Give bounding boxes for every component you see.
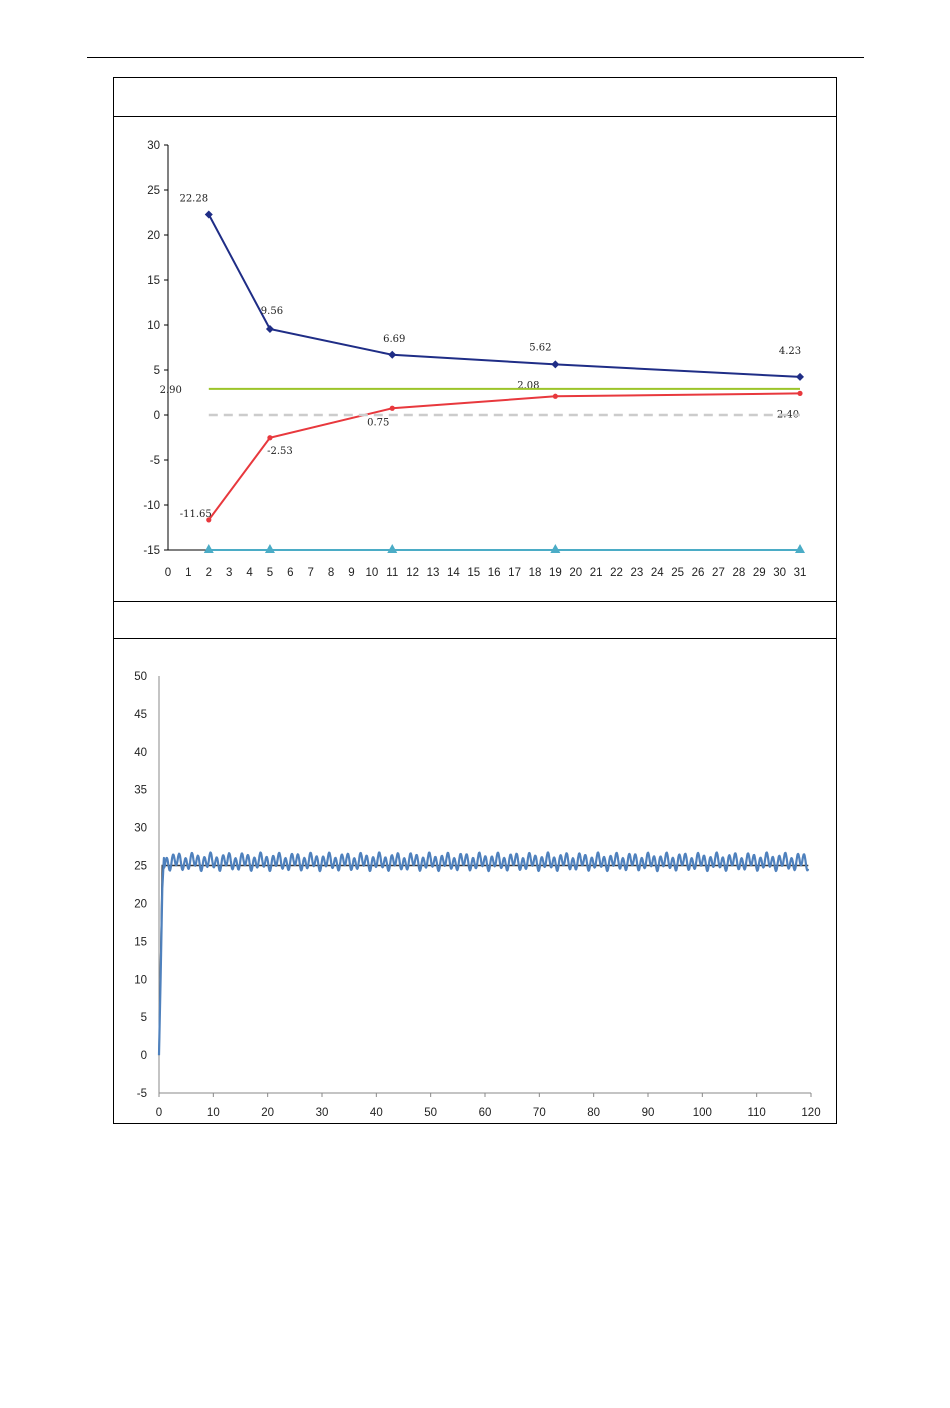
data-label: 5.62 [529, 342, 552, 354]
x-tick-label: 7 [307, 567, 314, 579]
y-tick-label: 30 [147, 140, 160, 152]
y-tick-label: 15 [147, 275, 160, 287]
data-label: 0.75 [367, 417, 390, 429]
x-tick-label: 31 [793, 567, 807, 579]
x-tick-label: 27 [712, 567, 725, 579]
x-tick-label: 9 [348, 567, 355, 579]
y-tick-label: 20 [147, 230, 160, 242]
y-tick-label: 50 [134, 671, 147, 683]
x-tick-label: 17 [508, 567, 521, 579]
y-tick-label: -5 [136, 1088, 147, 1100]
y-tick-label: -10 [143, 500, 160, 512]
x-tick-label: 6 [287, 567, 294, 579]
x-tick-label: 15 [467, 567, 481, 579]
data-label: -2.53 [267, 445, 293, 457]
data-label: 2.08 [517, 380, 540, 392]
x-tick-label: 70 [532, 1107, 546, 1119]
y-tick-label: 5 [140, 1012, 147, 1025]
x-tick-label: 11 [386, 567, 399, 579]
y-tick-label: 40 [134, 746, 147, 759]
x-tick-label: 110 [747, 1107, 766, 1119]
y-tick-label: 35 [134, 784, 147, 797]
x-tick-label: 13 [426, 567, 440, 579]
x-tick-label: 100 [692, 1107, 712, 1119]
x-tick-label: 21 [589, 567, 603, 579]
data-label: 4.23 [778, 345, 802, 357]
x-tick-label: 18 [528, 567, 542, 579]
x-tick-label: 10 [365, 567, 379, 579]
x-tick-label: 8 [327, 567, 335, 579]
x-tick-label: 3 [225, 567, 233, 579]
data-label: -11.65 [179, 508, 212, 520]
y-tick-label: -15 [143, 545, 160, 557]
x-tick-label: 30 [773, 567, 787, 579]
x-tick-label: 20 [569, 567, 583, 579]
x-tick-label: 120 [801, 1107, 821, 1119]
setpoint-line [159, 866, 808, 1056]
y-tick-label: 45 [134, 708, 147, 721]
y-tick-label: 20 [134, 898, 147, 911]
x-tick-label: 40 [369, 1107, 383, 1119]
x-tick-label: 26 [691, 567, 705, 579]
x-tick-label: 16 [487, 567, 501, 579]
x-tick-label: 28 [732, 567, 746, 579]
data-label: 22.28 [179, 193, 209, 205]
response-line [159, 853, 808, 1056]
x-tick-label: 50 [424, 1107, 438, 1119]
y-tick-label: 0 [153, 410, 160, 422]
y-tick-label: 30 [134, 822, 147, 835]
x-tick-label: 0 [164, 567, 172, 579]
data-label: 2.90 [159, 384, 182, 396]
x-tick-label: 30 [315, 1107, 329, 1119]
x-tick-label: 25 [671, 567, 685, 579]
y-tick-label: 15 [134, 936, 147, 949]
y-tick-label: 10 [147, 320, 160, 332]
data-label: 2.40 [776, 409, 800, 421]
x-tick-label: 2 [205, 567, 212, 579]
data-label: 6.69 [383, 333, 406, 345]
y-tick-label: 10 [134, 974, 147, 987]
x-tick-label: 20 [261, 1107, 275, 1119]
x-tick-label: 22 [610, 567, 623, 579]
x-tick-label: 24 [650, 567, 664, 579]
x-tick-label: 0 [155, 1107, 163, 1119]
x-tick-label: 29 [752, 567, 766, 579]
y-tick-label: 25 [134, 860, 147, 873]
data-label: 9.56 [260, 305, 284, 317]
x-tick-label: 14 [447, 567, 460, 579]
x-tick-label: 5 [266, 567, 274, 579]
x-tick-label: 19 [548, 567, 562, 579]
y-tick-label: -5 [149, 455, 160, 467]
x-tick-label: 90 [641, 1107, 655, 1119]
x-tick-label: 10 [206, 1107, 220, 1119]
y-tick-label: 25 [147, 185, 160, 197]
x-tick-label: 60 [478, 1107, 492, 1119]
x-tick-label: 23 [630, 567, 644, 579]
y-tick-label: 0 [140, 1050, 147, 1063]
x-tick-label: 4 [246, 567, 253, 579]
y-tick-label: 5 [153, 365, 160, 377]
x-tick-label: 12 [406, 567, 420, 579]
x-tick-label: 80 [587, 1107, 601, 1119]
x-tick-label: 1 [185, 567, 192, 579]
